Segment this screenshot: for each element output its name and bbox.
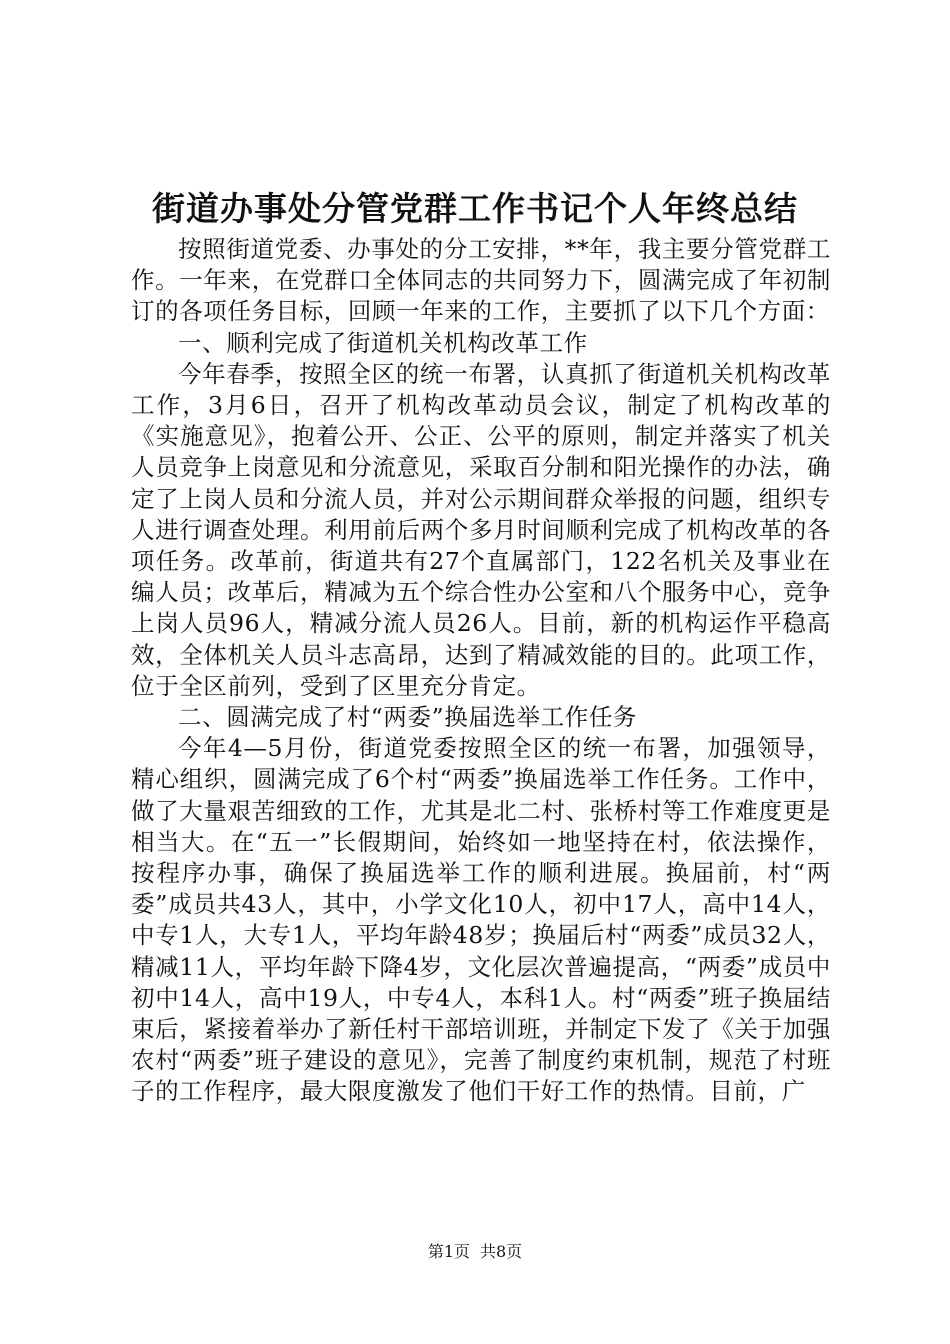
page-number: 第1页 bbox=[427, 1242, 470, 1261]
paragraph-section-2: 今年4—5月份，街道党委按照全区的统一布署，加强领导，精心组织，圆满完成了6个村“两委”换届选举工作任务。工作中，做了大量艰苦细致的工作，尤其是北二村、张桥村等工作难度更是相当大。在“五一”长假期间，始终如一地坚持在村，依法操作，按程序办事，确保了换届选举工作的顺利进展。换届前，村“两委”成员共43人，其中，小学文化10人，初中17人，高中14人，中专1人，大专1人，平均年龄48岁；换届后村“两委”成员32人，精减11人，平均年龄下降4岁，文化层次普遍提高，“两委”成员中初中14人，高中19人，中专4人，本科1人。村“两委”班子换届结束后，紧接着举办了新任村干部培训班，并制定下发了《关于加强农村“两委”班子建设的意见》，完善了制度约束机制，规范了村班子的工作程序，最大限度激发了他们干好工作的热情。目前，广 bbox=[131, 734, 831, 1106]
section-heading-1: 一、顺利完成了街道机关机构改革工作 bbox=[178, 328, 588, 357]
document-title: 街道办事处分管党群工作书记个人年终总结 bbox=[152, 189, 798, 228]
page-footer bbox=[0, 1240, 950, 1264]
page-total: 共8页 bbox=[480, 1242, 523, 1261]
paragraph-section-1: 今年春季，按照全区的统一布署，认真抓了街道机关机构改革工作，3月6日，召开了机构改革动员会议，制定了机构改革的《实施意见》，抱着公开、公正、公平的原则，制定并落实了机关人员竞争上岗意见和分流意见，采取百分制和阳光操作的办法，确定了上岗人员和分流人员，并对公示期间群众举报的问题，组织专人进行调查处理。利用前后两个多月时间顺利完成了机构改革的各项任务。改革前，街道共有27个直属部门，122名机关及事业在编人员；改革后，精减为五个综合性办公室和八个服务中心，竞争上岗人员96人，精减分流人员26人。目前，新的机构运作平稳高效，全体机关人员斗志高昂，达到了精减效能的目的。此项工作，位于全区前列，受到了区里充分肯定。 bbox=[131, 359, 831, 700]
section-heading-2: 二、圆满完成了村“两委”换届选举工作任务 bbox=[178, 703, 638, 732]
paragraph-intro: 按照街道党委、办事处的分工安排，**年，我主要分管党群工作。一年来，在党群口全体同志的共同努力下，圆满完成了年初制订的各项任务目标，回顾一年来的工作，主要抓了以下几个方面： bbox=[131, 235, 831, 326]
document-body bbox=[131, 234, 831, 1108]
